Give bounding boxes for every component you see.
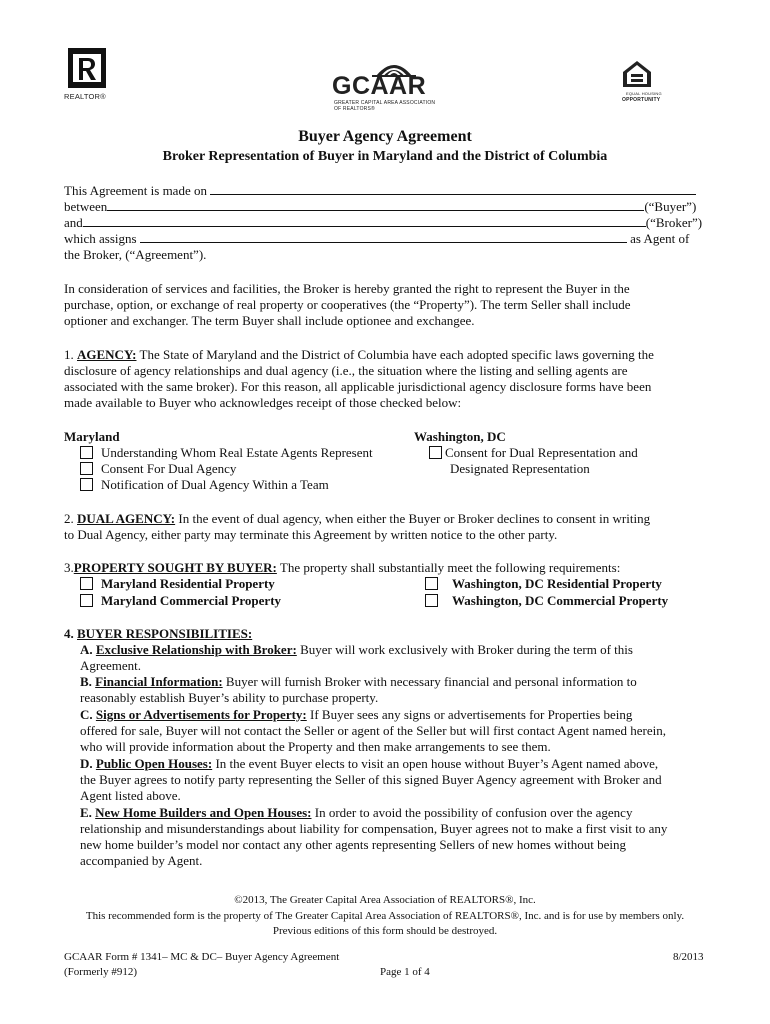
- dual-agency-line-2: to Dual Agency, either party may terminate this Agreement by written notice to the other party.: [64, 527, 558, 542]
- md-disclosure-item: [80, 445, 373, 461]
- maryland-heading: Maryland: [64, 429, 120, 444]
- as-agent-of-label: as Agent of: [630, 231, 690, 246]
- resp-b-heading: Financial Information:: [95, 674, 223, 689]
- property-number: 3.: [64, 560, 74, 575]
- property-option-label: Washington, DC Commercial Property: [452, 593, 669, 608]
- footer-date: 8/2013: [673, 951, 704, 963]
- dual-agency-number: 2.: [64, 511, 74, 526]
- gcaar-logo: [332, 56, 440, 112]
- intro-between-row: [64, 199, 696, 215]
- resp-d-line-3: Agent listed above.: [80, 788, 181, 803]
- dc-heading: Washington, DC: [414, 429, 506, 444]
- gcaar-wordmark: GCAAR: [332, 72, 427, 100]
- md-disclosure-label: Consent For Dual Agency: [101, 461, 237, 476]
- equal-housing-logo: [616, 60, 662, 110]
- consideration-line-2: purchase, option, or exchange of real property or cooperatives (the “Property”). The term Seller shall include: [64, 297, 631, 312]
- and-label: and: [64, 215, 83, 230]
- resp-c-letter: C.: [80, 707, 93, 722]
- footer-formerly: (Formerly #912): [64, 966, 138, 978]
- consideration-line-1: In consideration of services and facilities, the Broker is hereby granted the right to represent the Buyer in the: [64, 281, 630, 296]
- intro-made-on-row: [64, 183, 696, 199]
- resp-b-line-2: reasonably establish Buyer’s ability to purchase property.: [80, 690, 379, 705]
- dc-disclosure-label: Consent for Dual Representation and: [445, 445, 638, 460]
- resp-e-line-1: [80, 805, 632, 821]
- dc-commercial-checkbox[interactable]: [425, 594, 438, 607]
- agency-heading: AGENCY:: [77, 347, 137, 362]
- resp-e-line-3: new home builder’s model nor contact any other agents representing Sellers of new homes without being: [80, 837, 626, 852]
- resp-a-line-1: [80, 642, 633, 658]
- resp-a-line-2: Agreement.: [80, 658, 142, 673]
- footer-form-id: GCAAR Form # 1341– MC & DC– Buyer Agency Agreement: [64, 951, 340, 963]
- resp-e-text: In order to avoid the possibility of confusion over the agency: [311, 805, 633, 820]
- dc-residential-checkbox[interactable]: [425, 577, 438, 590]
- md-understanding-checkbox[interactable]: [80, 446, 93, 459]
- made-on-label: This Agreement is made on: [64, 183, 207, 198]
- md-disclosure-label: Notification of Dual Agency Within a Team: [101, 477, 329, 492]
- footer-copyright: ©2013, The Greater Capital Area Association of REALTORS®, Inc.: [234, 894, 536, 906]
- resp-e-letter: E.: [80, 805, 92, 820]
- agency-line-1-text: The State of Maryland and the District of Columbia have each adopted specific laws governing the: [136, 347, 654, 362]
- resp-d-heading: Public Open Houses:: [95, 756, 213, 771]
- md-disclosure-item: [80, 461, 236, 477]
- agency-line-2: disclosure of agency relationships and dual agency (i.e., the situation where the listing and selling agents are: [64, 363, 628, 378]
- md-disclosure-item: [80, 477, 329, 493]
- property-line-text: The property shall substantially meet the following requirements:: [276, 560, 621, 575]
- buyer-name-field[interactable]: [107, 199, 644, 211]
- intro-broker-line: the Broker, (“Agreement”).: [64, 247, 207, 262]
- resp-c-line-3: who will provide information about the Property and then make arrangements to see them.: [80, 739, 551, 754]
- md-disclosure-label: Understanding Whom Real Estate Agents Represent: [101, 445, 373, 460]
- responsibilities-number: 4.: [64, 626, 74, 641]
- intro-assigns-row: [64, 231, 689, 247]
- property-option: [425, 576, 662, 592]
- property-option: [80, 593, 281, 609]
- which-assigns-label: which assigns: [64, 231, 137, 246]
- responsibilities-heading: BUYER RESPONSIBILITIES:: [77, 626, 253, 641]
- equal-housing-line2: OPPORTUNITY: [622, 97, 661, 103]
- resp-e-line-2: relationship and misunderstandings about liability for compensation, Buyer agrees not to make a first visit to any: [80, 821, 668, 836]
- broker-name-field[interactable]: [83, 215, 646, 227]
- resp-b-text: Buyer will furnish Broker with necessary financial and personal information to: [222, 674, 637, 689]
- broker-tag: (“Broker”): [645, 215, 703, 230]
- resp-e-heading: New Home Builders and Open Houses:: [95, 805, 312, 820]
- property-option-label: Maryland Commercial Property: [101, 593, 282, 608]
- property-option-label: Washington, DC Residential Property: [452, 576, 662, 591]
- property-heading: PROPERTY SOUGHT BY BUYER:: [73, 560, 277, 575]
- resp-a-text: Buyer will work exclusively with Broker during the term of this: [296, 642, 633, 657]
- intro-and-row: [64, 215, 702, 231]
- equal-housing-line1: EQUAL HOUSING: [626, 91, 662, 96]
- resp-d-letter: D.: [80, 756, 93, 771]
- property-line: [64, 560, 620, 576]
- agency-number: 1.: [64, 347, 74, 362]
- resp-c-heading: Signs or Advertisements for Property:: [95, 707, 307, 722]
- resp-d-text: In the event Buyer elects to visit an open house without Buyer’s Agent named above,: [212, 756, 659, 771]
- dual-agency-line-1: [64, 511, 650, 527]
- between-label: between: [64, 199, 108, 214]
- responsibilities-heading-line: [64, 626, 252, 642]
- realtor-logo: [64, 48, 110, 104]
- resp-e-line-4: accompanied by Agent.: [80, 853, 203, 868]
- page-title: Buyer Agency Agreement: [298, 128, 472, 145]
- property-option: [425, 593, 668, 609]
- resp-a-letter: A.: [80, 642, 93, 657]
- md-team-notification-checkbox[interactable]: [80, 478, 93, 491]
- dc-disclosure-label-2: Designated Representation: [450, 461, 590, 476]
- agency-line-3: associated with the same broker). For this reason, all applicable jurisdictional agency disclosure forms have been: [64, 379, 652, 394]
- md-residential-checkbox[interactable]: [80, 577, 93, 590]
- realtor-r-icon: [68, 48, 106, 88]
- agency-line-1: [64, 347, 654, 363]
- consideration-line-3: optioner and exchanger. The term Buyer shall include optionee and exchangee.: [64, 313, 475, 328]
- gcaar-tagline: GREATER CAPITAL AREA ASSOCIATION OF REALTORS®: [334, 100, 436, 112]
- dc-dual-representation-checkbox[interactable]: [429, 446, 442, 459]
- agreement-date-field[interactable]: [210, 183, 696, 195]
- footer-page-number: Page 1 of 4: [380, 966, 430, 978]
- agency-line-4: made available to Buyer who acknowledges receipt of those checked below:: [64, 395, 462, 410]
- resp-d-line-2: the Buyer agrees to notify party representing the Seller of this signed Buyer Agency agreement with Broker and: [80, 772, 662, 787]
- resp-c-line-1: [80, 707, 632, 723]
- buyer-tag: (“Buyer”): [644, 199, 697, 214]
- md-dual-agency-checkbox[interactable]: [80, 462, 93, 475]
- realtor-label: REALTOR®: [64, 92, 106, 101]
- resp-b-line-1: [80, 674, 637, 690]
- resp-d-line-1: [80, 756, 658, 772]
- resp-c-line-2: offered for sale, Buyer will not contact the Seller or agent of the Seller but will first contact Agent named herein,: [80, 723, 667, 738]
- resp-a-heading: Exclusive Relationship with Broker:: [95, 642, 297, 657]
- equal-housing-icon: [622, 60, 652, 88]
- dual-agency-line-1-text: In the event of dual agency, when either the Buyer or Broker declines to consent in writing: [175, 511, 651, 526]
- footer-destroy-notice: Previous editions of this form should be destroyed.: [272, 925, 498, 937]
- dual-agency-heading: DUAL AGENCY:: [77, 511, 176, 526]
- property-option: [80, 576, 275, 592]
- footer-property-notice: This recommended form is the property of The Greater Capital Area Association of REALTORS®, Inc. and is for use by members only.: [85, 910, 685, 922]
- page-subtitle: Broker Representation of Buyer in Maryland and the District of Columbia: [162, 149, 608, 164]
- md-commercial-checkbox[interactable]: [80, 594, 93, 607]
- dc-disclosure-item: [429, 445, 638, 461]
- agent-name-field[interactable]: [140, 231, 627, 243]
- resp-b-letter: B.: [80, 674, 92, 689]
- resp-c-text: If Buyer sees any signs or advertisements for Properties being: [306, 707, 633, 722]
- property-option-label: Maryland Residential Property: [101, 576, 275, 591]
